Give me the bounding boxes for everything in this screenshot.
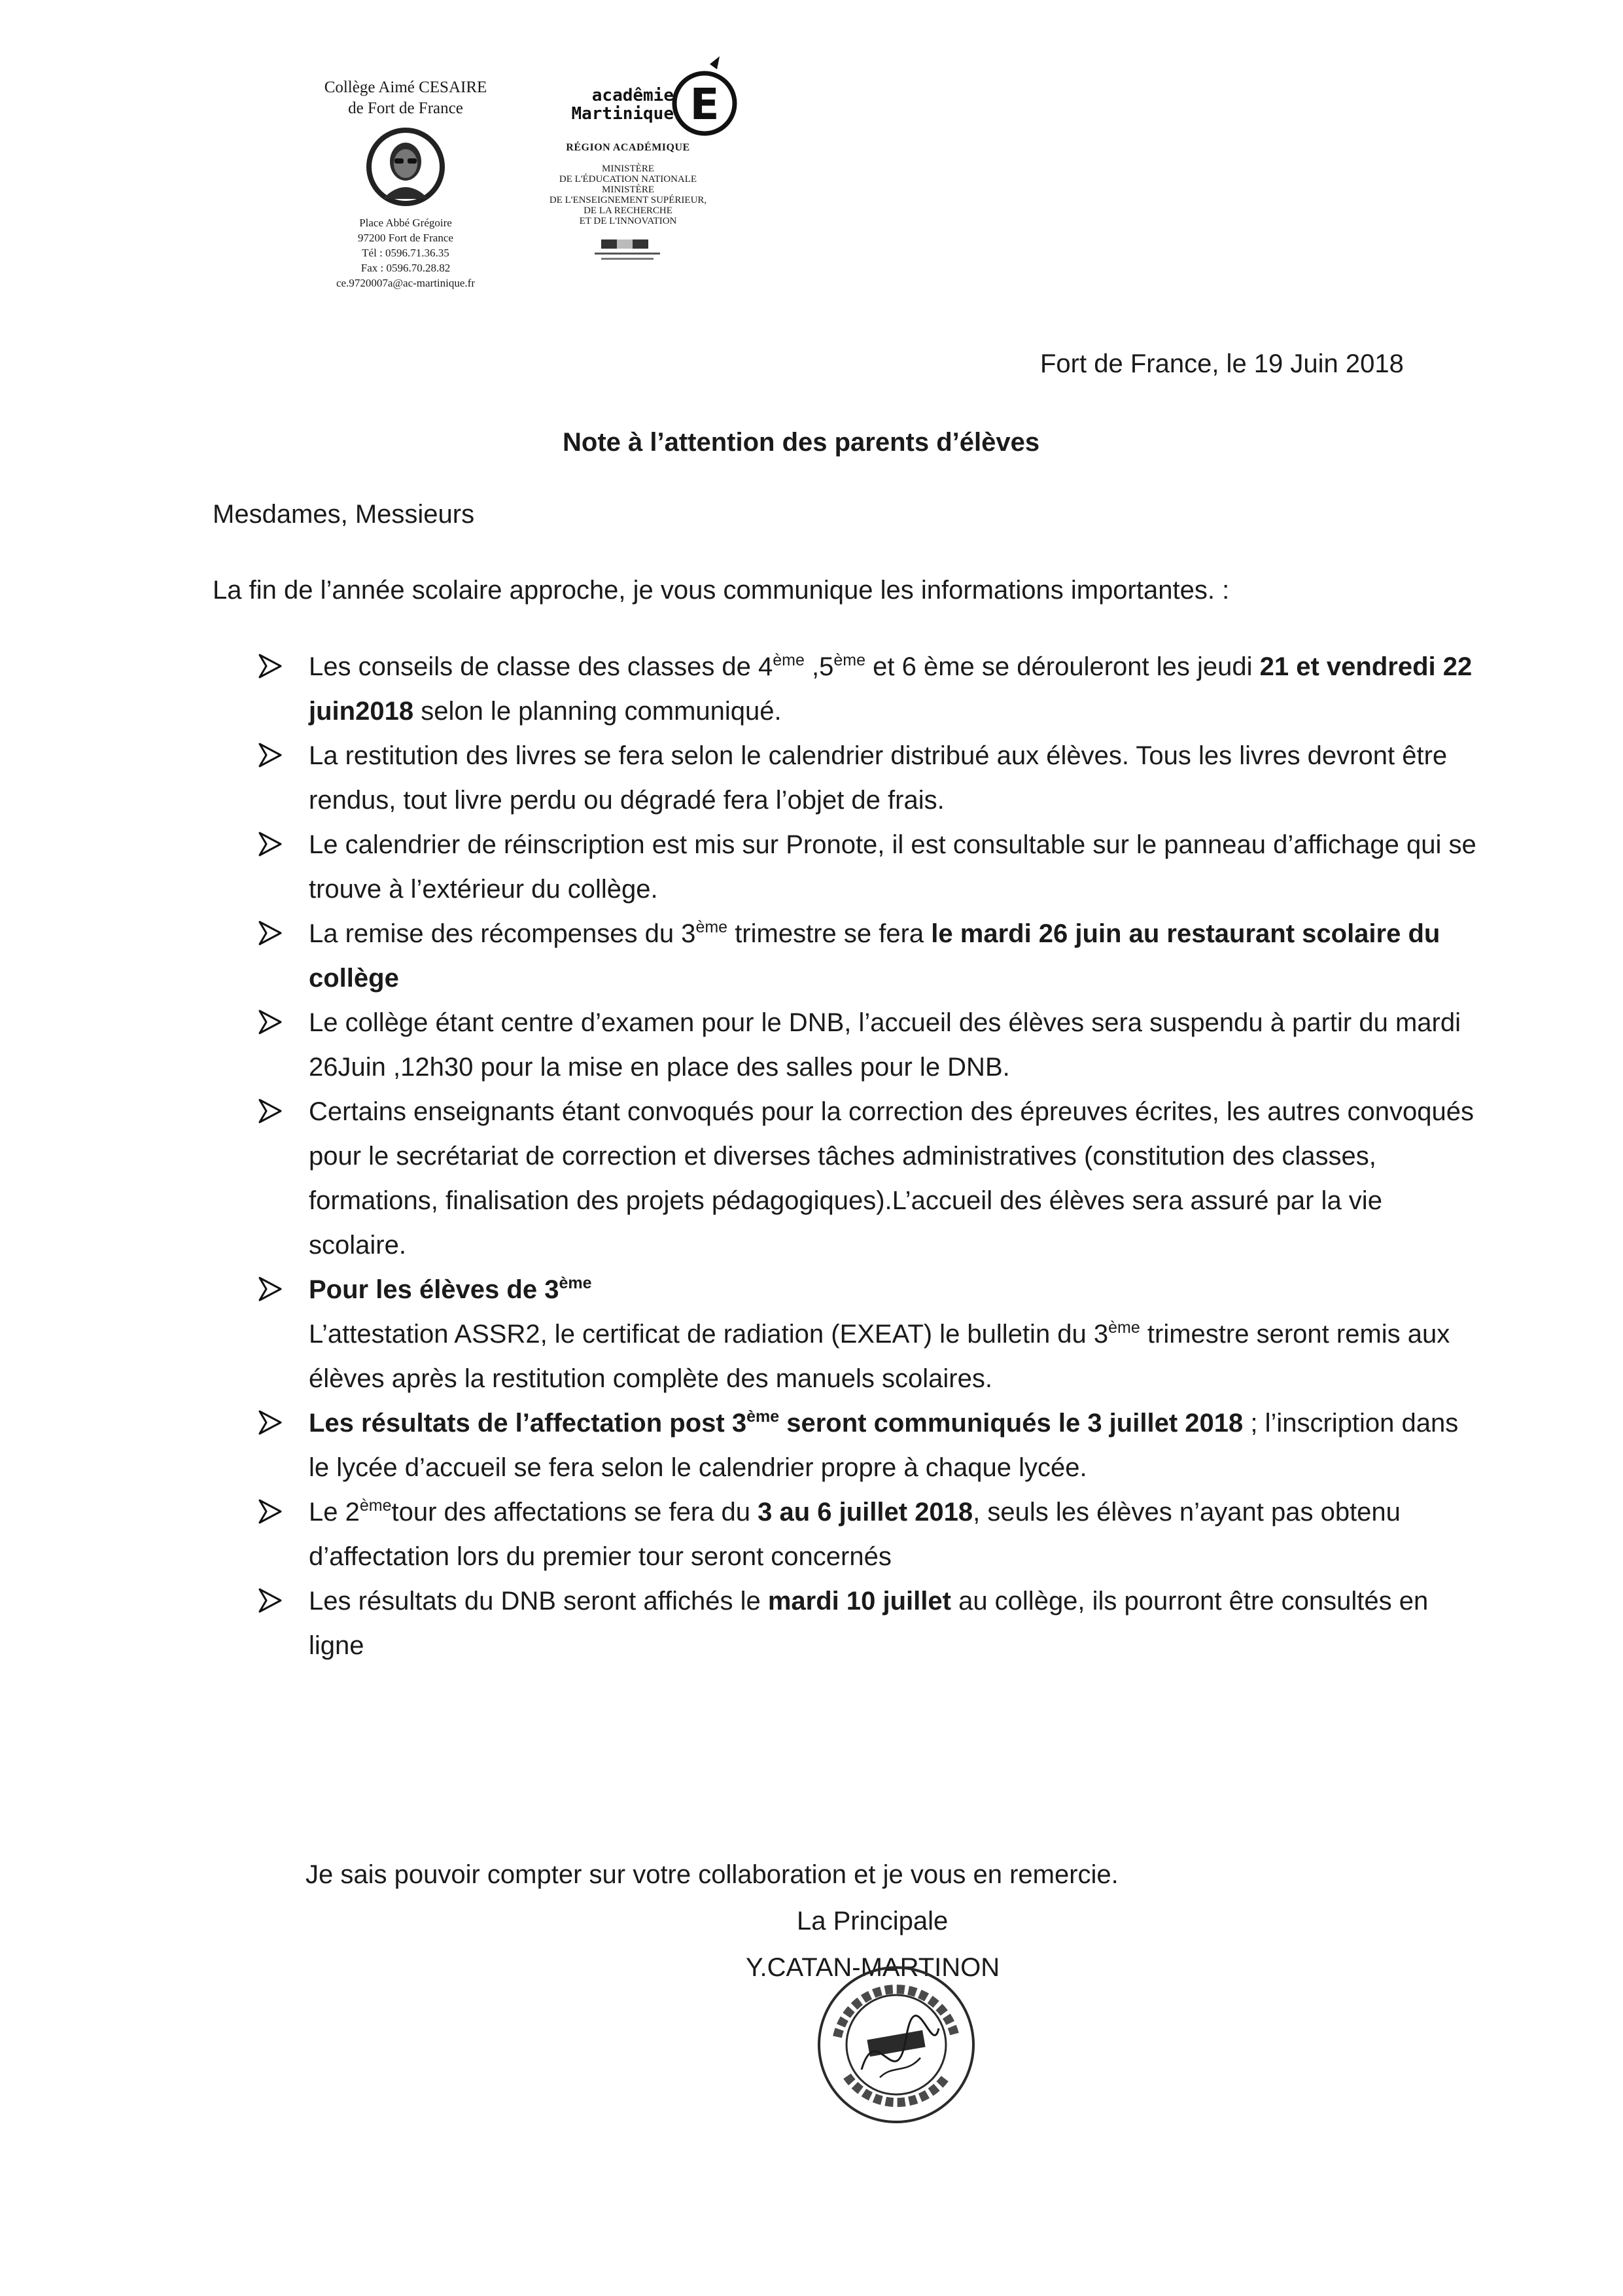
address-line-1: Place Abbé Grégoire [359,217,452,229]
note-title: Note à l’attention des parents d’élèves [563,428,1040,457]
address-line-2: 97200 Fort de France [358,232,453,244]
region-label: RÉGION ACADÉMIQUE [566,142,690,153]
ministry-line-1: MINISTÈRE [602,164,654,174]
arrow-bullet-icon [258,743,282,768]
martinique-word: Martinique [571,104,674,124]
academie-word: acadêmie [591,86,674,105]
list-item-dnb-accueil: Le collège étant centre d’examen pour le DNB, l’accueil des élèves sera suspendu à partir du mardi 26Juin ,12h30 pour la mise en place des salles pour le DNB. [258,1000,1482,1089]
college-name: Collège Aimé CESAIRE [324,79,487,96]
list-item-reinscription: Le calendrier de réinscription est mis sur Pronote, il est consultable sur le panneau d’affichage qui se trouve à l’extérieur du collège. [258,822,1482,911]
arrow-bullet-icon [258,832,282,857]
list-item-resultats-dnb: Les résultats du DNB seront affichés le mardi 10 juillet au collège, ils pourront être consultés en ligne [258,1579,1482,1668]
ministry-line-5: DE LA RECHERCHE [584,205,672,216]
college-header [288,77,523,291]
academie-logo [569,51,752,143]
ministry-line-3: MINISTÈRE [602,185,654,195]
intro-paragraph: La fin de l’année scolaire approche, je vous communique les informations importantes. : [213,576,1230,605]
list-item-recompenses: La remise des récompenses du 3ème trimestre se fera le mardi 26 juin au restaurant scolaire du collège [258,911,1482,1000]
list-item-second-tour: Le 2èmetour des affectations se fera du 3 au 6 juillet 2018, seuls les élèves n’ayant pas obtenu d’affectation lors du premier tour seront concernés [258,1490,1482,1579]
fax: Fax : 0596.70.28.82 [360,262,451,274]
ministry-line-6: ET DE L'INNOVATION [579,216,677,226]
arrow-bullet-icon [258,1010,282,1034]
signatory-name: Y.CATAN-MARTINON [746,1953,1000,1982]
official-stamp [808,1960,985,2130]
arrow-bullet-icon [258,654,282,679]
ministry-line-2: DE L'ÉDUCATION NATIONALE [559,174,697,185]
list-item-troisieme: Pour les élèves de 3ème L’attestation ASSR2, le certificat de radiation (EXEAT) le bulletin du 3ème trimestre seront remis aux élèves après la restitution complète des manuels scolaires. [258,1267,1482,1401]
closing-sentence: Je sais pouvoir compter sur votre collaboration et je vous en remercie. [305,1860,1119,1889]
arrow-bullet-icon [258,1277,282,1301]
signatory-title: La Principale [797,1907,949,1935]
date-line: Fort de France, le 19 Juin 2018 [1040,349,1404,378]
academie-letter: E [689,79,720,130]
marianne-logo [592,238,664,264]
ministry-block [504,143,752,267]
ministry-line-4: DE L'ENSEIGNEMENT SUPÉRIEUR, [549,195,707,205]
information-list [258,645,1482,1668]
arrow-bullet-icon [258,921,282,945]
list-item-conseils: Les conseils de classe des classes de 4ème ,5ème et 6 ème se dérouleront les jeudi 21 et vendredi 22 juin2018 selon le planning communiqué. [258,645,1482,733]
arrow-bullet-icon [258,1410,282,1435]
list-item-enseignants: Certains enseignants étant convoqués pour la correction des épreuves écrites, les autres convoqués pour le secrétariat de correction et diverses tâches administratives (constitution des classes, formations, finalisation des projets pédagogiques).L’accueil des élèves sera assuré par la vie scolaire. [258,1089,1482,1267]
phone: Tél : 0596.71.36.35 [362,247,449,259]
list-item-livres: La restitution des livres se fera selon le calendrier distribué aux élèves. Tous les livres devront être rendus, tout livre perdu ou dégradé fera l’objet de frais. [258,733,1482,822]
arrow-bullet-icon [258,1588,282,1613]
salutation: Mesdames, Messieurs [213,500,475,529]
college-city: de Fort de France [348,99,463,117]
list-item-affectation: Les résultats de l’affectation post 3ème seront communiqués le 3 juillet 2018 ; l’inscription dans le lycée d’accueil se fera selon le calendrier propre à chaque lycée. [258,1401,1482,1490]
college-portrait-logo [364,126,447,208]
arrow-bullet-icon [258,1099,282,1123]
arrow-bullet-icon [258,1499,282,1524]
email: ce.9720007a@ac-martinique.fr [336,277,475,289]
